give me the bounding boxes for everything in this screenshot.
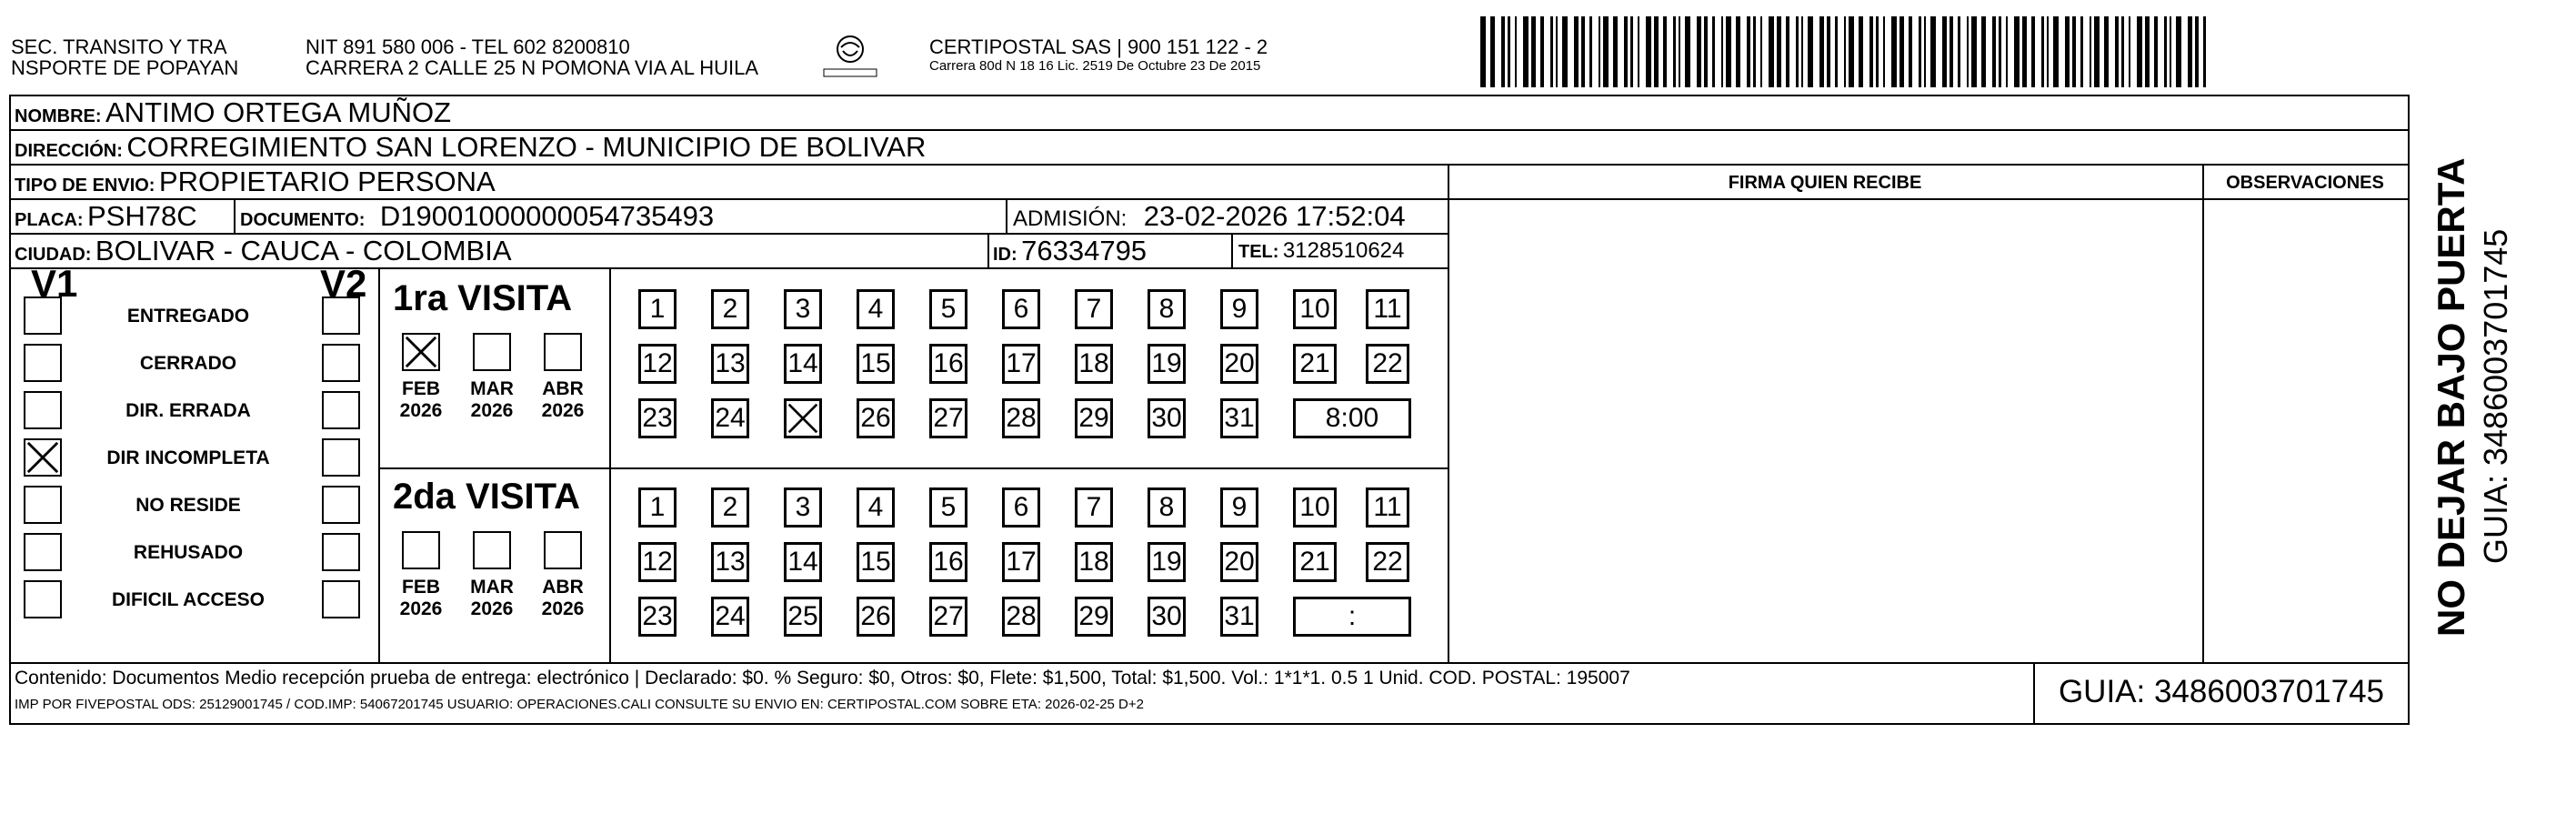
barcode-bar bbox=[1971, 16, 1977, 87]
x-mark-icon bbox=[787, 401, 819, 436]
second-visit-day-box: 15 bbox=[857, 542, 895, 582]
barcode-bar bbox=[1726, 16, 1731, 87]
v2-checkbox bbox=[322, 533, 360, 571]
status-option-label: NO RESIDE bbox=[135, 495, 241, 516]
tel-row bbox=[1238, 236, 1404, 269]
v1-checkbox bbox=[24, 580, 62, 618]
second-visit-day-box: 13 bbox=[711, 542, 749, 582]
barcode-bar bbox=[1704, 16, 1708, 87]
barcode-bar bbox=[2121, 16, 2124, 87]
barcode-bar bbox=[2053, 16, 2059, 87]
first-visit-day-box: 29 bbox=[1075, 398, 1113, 438]
second-visit-day-box: 21 bbox=[1293, 542, 1337, 582]
second-visit-month-checkbox bbox=[473, 531, 511, 569]
barcode-bar bbox=[1574, 16, 1579, 87]
second-visit-day-box: 23 bbox=[638, 597, 677, 637]
second-visit-day-box: 18 bbox=[1075, 542, 1113, 582]
sender-contact bbox=[306, 36, 758, 78]
barcode-bar bbox=[1859, 16, 1863, 87]
month-year: 2026 bbox=[541, 598, 585, 619]
barcode-bar bbox=[1736, 16, 1740, 87]
barcode-bar bbox=[1630, 16, 1633, 87]
first-visit-month-checkbox bbox=[473, 333, 511, 371]
month-name: FEB bbox=[402, 577, 440, 598]
status-option-label: REHUSADO bbox=[133, 542, 244, 563]
first-visit-day-box: 20 bbox=[1220, 344, 1258, 384]
second-visit-month-label bbox=[527, 577, 598, 620]
placa-row bbox=[15, 201, 197, 237]
second-visit-day-box: 20 bbox=[1220, 542, 1258, 582]
second-visit-title: 2da VISITA bbox=[393, 477, 580, 517]
tel-label: TEL: bbox=[1238, 242, 1279, 262]
month-year: 2026 bbox=[399, 400, 443, 421]
barcode-bar bbox=[1531, 16, 1536, 87]
side-warning: NO DEJAR BAJO PUERTA bbox=[2430, 157, 2472, 637]
second-visit-day-box: 6 bbox=[1002, 487, 1040, 528]
direccion-row bbox=[15, 132, 926, 168]
admision-value: 23-02-2026 17:52:04 bbox=[1143, 200, 1406, 232]
barcode-bar bbox=[2041, 16, 2044, 87]
second-visit-day-box: 5 bbox=[929, 487, 967, 528]
tel-value: 3128510624 bbox=[1282, 238, 1405, 263]
barcode-bar bbox=[2115, 16, 2119, 87]
second-visit-day-box: 4 bbox=[857, 487, 895, 528]
first-visit-day-box: 2 bbox=[711, 289, 749, 329]
barcode-bar bbox=[1646, 16, 1651, 87]
id-value: 76334795 bbox=[1021, 235, 1148, 266]
second-visit-time-box: : bbox=[1293, 597, 1411, 637]
barcode-bar bbox=[1638, 16, 1639, 87]
documento-value: D19001000000054735493 bbox=[379, 200, 715, 232]
barcode-bar bbox=[1924, 16, 1926, 87]
second-visit-day-box: 31 bbox=[1220, 597, 1258, 637]
v2-checkbox bbox=[322, 438, 360, 477]
first-visit-day-box: 6 bbox=[1002, 289, 1040, 329]
second-visit-day-box: 27 bbox=[929, 597, 967, 637]
v2-label: V2 bbox=[320, 262, 367, 305]
barcode-bar bbox=[1490, 16, 1495, 87]
barcode-bar bbox=[1603, 16, 1609, 87]
documento-row bbox=[240, 201, 714, 237]
barcode-bar bbox=[2104, 16, 2109, 87]
v1-checkbox bbox=[24, 344, 62, 382]
first-visit-day-box: 5 bbox=[929, 289, 967, 329]
second-visit-day-box: 1 bbox=[638, 487, 677, 528]
barcode-bar bbox=[1712, 16, 1715, 87]
second-visit-month-checkbox bbox=[402, 531, 440, 569]
barcode-bar bbox=[1808, 16, 1813, 87]
second-visit-day-box: 12 bbox=[638, 542, 677, 582]
barcode-bar bbox=[1919, 16, 1921, 87]
barcode-bar bbox=[1769, 16, 1774, 87]
barcode-bar bbox=[1501, 16, 1505, 87]
tipo-row bbox=[15, 166, 496, 203]
tipo-label: TIPO DE ENVIO: bbox=[15, 176, 155, 196]
x-mark-icon bbox=[25, 440, 60, 475]
placa-value: PSH78C bbox=[87, 200, 197, 232]
status-option-label: DIR. ERRADA bbox=[125, 400, 251, 421]
second-visit-month-label bbox=[386, 577, 456, 620]
ciudad-label: CIUDAD: bbox=[15, 245, 92, 265]
barcode-bar bbox=[1981, 16, 1986, 87]
second-visit-day-box: 16 bbox=[929, 542, 967, 582]
barcode-bar bbox=[1909, 16, 1912, 87]
barcode-bar bbox=[2195, 16, 2199, 87]
first-visit-day-box: 14 bbox=[784, 344, 822, 384]
barcode-bar bbox=[1515, 16, 1517, 87]
barcode-bar bbox=[1950, 16, 1953, 87]
v2-checkbox bbox=[322, 580, 360, 618]
barcode-bar bbox=[2137, 16, 2142, 87]
carrier-info bbox=[929, 36, 1268, 75]
direccion-value: CORREGIMIENTO SAN LORENZO - MUNICIPIO DE BOLIVAR bbox=[126, 131, 927, 163]
barcode-bar bbox=[1663, 16, 1667, 87]
first-visit-day-box: 16 bbox=[929, 344, 967, 384]
first-visit-day-box: 27 bbox=[929, 398, 967, 438]
month-name: MAR bbox=[470, 577, 514, 598]
first-visit-day-box: 22 bbox=[1366, 344, 1409, 384]
barcode-bar bbox=[2154, 16, 2158, 87]
barcode-bar bbox=[1869, 16, 1873, 87]
first-visit-day-box: 23 bbox=[638, 398, 677, 438]
status-option-label: DIFICIL ACCESO bbox=[111, 589, 265, 610]
sender-name bbox=[11, 36, 238, 78]
second-visit-day-box: 10 bbox=[1293, 487, 1337, 528]
v1-checkbox bbox=[24, 486, 62, 524]
barcode-bar bbox=[1891, 16, 1897, 87]
placa-label: PLACA: bbox=[15, 210, 84, 230]
barcode-bar bbox=[1480, 16, 1486, 87]
v2-checkbox bbox=[322, 486, 360, 524]
first-visit-day-box: 28 bbox=[1002, 398, 1040, 438]
first-visit-day-box: 8 bbox=[1148, 289, 1186, 329]
barcode-bar bbox=[2094, 16, 2100, 87]
first-visit-title: 1ra VISITA bbox=[393, 278, 573, 318]
first-visit-day-box: 24 bbox=[711, 398, 749, 438]
barcode-bar bbox=[1883, 16, 1885, 87]
first-visit-month-label bbox=[386, 378, 456, 422]
barcode-bar bbox=[1992, 16, 1996, 87]
barcode-bar bbox=[1654, 16, 1659, 87]
barcode-bar bbox=[2080, 16, 2083, 87]
content-line: Contenido: Documentos Medio recepción prueba de entrega: electrónico | Declarado: $0. % Seguro: $0, Otros: $0, Flete: $1,500, Total: $1,500. Vol.: 1*1*1. 0.5 1 Unid. COD. POSTAL: 195007 bbox=[15, 668, 1630, 688]
nombre-value: ANTIMO ORTEGA MUÑOZ bbox=[105, 96, 452, 128]
barcode-bar bbox=[2090, 16, 2091, 87]
second-visit-day-box: 22 bbox=[1366, 542, 1409, 582]
barcode-bar bbox=[2047, 16, 2049, 87]
month-name: ABR bbox=[542, 577, 584, 598]
second-visit-day-box: 28 bbox=[1002, 597, 1040, 637]
v2-checkbox bbox=[322, 344, 360, 382]
month-year: 2026 bbox=[399, 598, 443, 619]
second-visit-day-box: 2 bbox=[711, 487, 749, 528]
admision-row bbox=[1013, 201, 1406, 237]
v1-label: V1 bbox=[31, 262, 78, 305]
first-visit-day-box: 31 bbox=[1220, 398, 1258, 438]
barcode-bar bbox=[2072, 16, 2076, 87]
certipostal-logo bbox=[818, 33, 882, 80]
barcode-bar bbox=[1679, 16, 1680, 87]
barcode-bar bbox=[1589, 16, 1592, 87]
barcode-bar bbox=[1777, 16, 1781, 87]
barcode-bar bbox=[1613, 16, 1618, 87]
month-year: 2026 bbox=[541, 400, 585, 421]
barcode-bar bbox=[1721, 16, 1723, 87]
side-guia: GUIA: 3486003701745 bbox=[2477, 228, 2514, 564]
month-year: 2026 bbox=[470, 400, 514, 421]
first-visit-day-box: 17 bbox=[1002, 344, 1040, 384]
barcode-bar bbox=[1697, 16, 1701, 87]
second-visit-day-box: 19 bbox=[1148, 542, 1186, 582]
nombre-row bbox=[15, 97, 451, 134]
second-visit-day-box: 17 bbox=[1002, 542, 1040, 582]
barcode-bar bbox=[1844, 16, 1846, 87]
second-visit-month-label bbox=[456, 577, 527, 620]
barcode-bar bbox=[1581, 16, 1585, 87]
status-option-label: CERRADO bbox=[139, 353, 237, 374]
status-option-label: ENTREGADO bbox=[126, 306, 250, 327]
observaciones-label: OBSERVACIONES bbox=[2226, 173, 2384, 193]
admision-label: ADMISIÓN: bbox=[1013, 206, 1128, 231]
barcode-bar bbox=[1562, 16, 1568, 87]
barcode-bar bbox=[1801, 16, 1803, 87]
barcode-bar bbox=[1967, 16, 1969, 87]
second-visit-day-box: 30 bbox=[1148, 597, 1186, 637]
status-option-label: DIR INCOMPLETA bbox=[106, 447, 270, 468]
barcode-bar bbox=[2065, 16, 2070, 87]
imp-line: IMP POR FIVEPOSTAL ODS: 25129001745 / COD.IMP: 54067201745 USUARIO: OPERACIONES.CALI CONSULTE SU ENVIO EN: CERTIPOSTAL.COM SOBRE ETA: 2026-02-25 D+2 bbox=[15, 697, 1144, 712]
nombre-label: NOMBRE: bbox=[15, 106, 102, 126]
barcode-bar bbox=[1508, 16, 1510, 87]
first-visit-month-label bbox=[527, 378, 598, 422]
barcode-bar bbox=[1760, 16, 1762, 87]
v1-checkbox bbox=[24, 296, 62, 335]
first-visit-day-box: 18 bbox=[1075, 344, 1113, 384]
first-visit-day-box: 7 bbox=[1075, 289, 1113, 329]
tipo-value: PROPIETARIO PERSONA bbox=[158, 166, 496, 197]
barcode-bar bbox=[2203, 16, 2206, 87]
barcode-bar bbox=[1796, 16, 1799, 87]
address-line: CARRERA 2 CALLE 25 N POMONA VIA AL HUILA bbox=[306, 56, 759, 79]
barcode-bar bbox=[1523, 16, 1529, 87]
id-row bbox=[993, 236, 1147, 272]
first-visit-day-box: 12 bbox=[638, 344, 677, 384]
first-visit-month-label bbox=[456, 378, 527, 422]
first-visit-day-box: 10 bbox=[1293, 289, 1337, 329]
barcode-bar bbox=[1942, 16, 1947, 87]
first-visit-time-box: 8:00 bbox=[1293, 398, 1411, 438]
sender-line-1: SEC. TRANSITO Y TRA bbox=[11, 35, 227, 58]
barcode bbox=[1480, 16, 2215, 87]
barcode-bar bbox=[2129, 16, 2130, 87]
firma-label: FIRMA QUIEN RECIBE bbox=[1728, 173, 1922, 193]
barcode-bar bbox=[1685, 16, 1690, 87]
second-visit-day-box: 26 bbox=[857, 597, 895, 637]
second-visit-day-box: 29 bbox=[1075, 597, 1113, 637]
v2-checkbox bbox=[322, 296, 360, 335]
v1-checkbox bbox=[24, 533, 62, 571]
carrier-line-1: CERTIPOSTAL SAS | 900 151 122 - 2 bbox=[929, 35, 1268, 58]
id-label: ID: bbox=[993, 245, 1017, 265]
shipping-form bbox=[9, 95, 2410, 725]
sender-line-2: NSPORTE DE POPAYAN bbox=[11, 56, 239, 79]
first-visit-day-box: 3 bbox=[784, 289, 822, 329]
first-visit-day-box: 30 bbox=[1148, 398, 1186, 438]
first-visit-day-box: 21 bbox=[1293, 344, 1337, 384]
carrier-line-2: Carrera 80d N 18 16 Lic. 2519 De Octubre 23 De 2015 bbox=[929, 58, 1261, 74]
first-visit-day-box: 9 bbox=[1220, 289, 1258, 329]
barcode-bar bbox=[2176, 16, 2181, 87]
barcode-bar bbox=[1930, 16, 1936, 87]
barcode-bar bbox=[2145, 16, 2150, 87]
barcode-bar bbox=[1673, 16, 1676, 87]
second-visit-day-box: 7 bbox=[1075, 487, 1113, 528]
barcode-bar bbox=[1958, 16, 1960, 87]
barcode-bar bbox=[2022, 16, 2027, 87]
barcode-bar bbox=[2164, 16, 2167, 87]
barcode-bar bbox=[2014, 16, 2020, 87]
month-name: ABR bbox=[542, 378, 584, 399]
first-visit-month-checkbox bbox=[544, 333, 582, 371]
first-visit-day-box: 19 bbox=[1148, 344, 1186, 384]
barcode-bar bbox=[1599, 16, 1600, 87]
first-visit-day-box: 4 bbox=[857, 289, 895, 329]
second-visit-day-box: 25 bbox=[784, 597, 822, 637]
barcode-bar bbox=[1747, 16, 1750, 87]
barcode-bar bbox=[2188, 16, 2192, 87]
second-visit-day-box: 14 bbox=[784, 542, 822, 582]
ciudad-value: BOLIVAR - CAUCA - COLOMBIA bbox=[95, 235, 512, 266]
documento-label: DOCUMENTO: bbox=[240, 210, 366, 230]
barcode-bar bbox=[1540, 16, 1544, 87]
second-visit-month-checkbox bbox=[544, 531, 582, 569]
barcode-bar bbox=[2006, 16, 2008, 87]
second-visit-day-box: 3 bbox=[784, 487, 822, 528]
month-year: 2026 bbox=[470, 598, 514, 619]
first-visit-day-box: 11 bbox=[1366, 289, 1409, 329]
first-visit-day-box: 15 bbox=[857, 344, 895, 384]
first-visit-day-box: 1 bbox=[638, 289, 677, 329]
v2-checkbox bbox=[322, 391, 360, 429]
month-name: FEB bbox=[402, 378, 440, 399]
barcode-bar bbox=[1849, 16, 1854, 87]
first-visit-day-box: 26 bbox=[857, 398, 895, 438]
barcode-bar bbox=[1899, 16, 1904, 87]
v1-checkbox bbox=[24, 391, 62, 429]
second-visit-day-box: 9 bbox=[1220, 487, 1258, 528]
barcode-bar bbox=[2170, 16, 2171, 87]
barcode-bar bbox=[1624, 16, 1628, 87]
barcode-bar bbox=[1556, 16, 1558, 87]
guia-box: GUIA: 3486003701745 bbox=[2058, 674, 2385, 709]
second-visit-day-box: 8 bbox=[1148, 487, 1186, 528]
barcode-bar bbox=[1753, 16, 1756, 87]
x-mark-icon bbox=[404, 335, 438, 369]
first-visit-day-box bbox=[784, 398, 822, 438]
barcode-bar bbox=[1876, 16, 1879, 87]
v1-checkbox bbox=[24, 438, 62, 477]
month-name: MAR bbox=[470, 378, 514, 399]
barcode-bar bbox=[1786, 16, 1789, 87]
nit-line: NIT 891 580 006 - TEL 602 8200810 bbox=[306, 35, 630, 58]
barcode-bar bbox=[2031, 16, 2035, 87]
barcode-bar bbox=[1550, 16, 1553, 87]
barcode-bar bbox=[1999, 16, 2001, 87]
ciudad-row bbox=[15, 236, 512, 272]
first-visit-month-checkbox bbox=[402, 333, 440, 371]
barcode-bar bbox=[1827, 16, 1830, 87]
second-visit-day-box: 11 bbox=[1366, 487, 1409, 528]
barcode-bar bbox=[1819, 16, 1824, 87]
second-visit-day-box: 24 bbox=[711, 597, 749, 637]
direccion-label: DIRECCIÓN: bbox=[15, 141, 123, 161]
barcode-bar bbox=[1835, 16, 1838, 87]
first-visit-day-box: 13 bbox=[711, 344, 749, 384]
